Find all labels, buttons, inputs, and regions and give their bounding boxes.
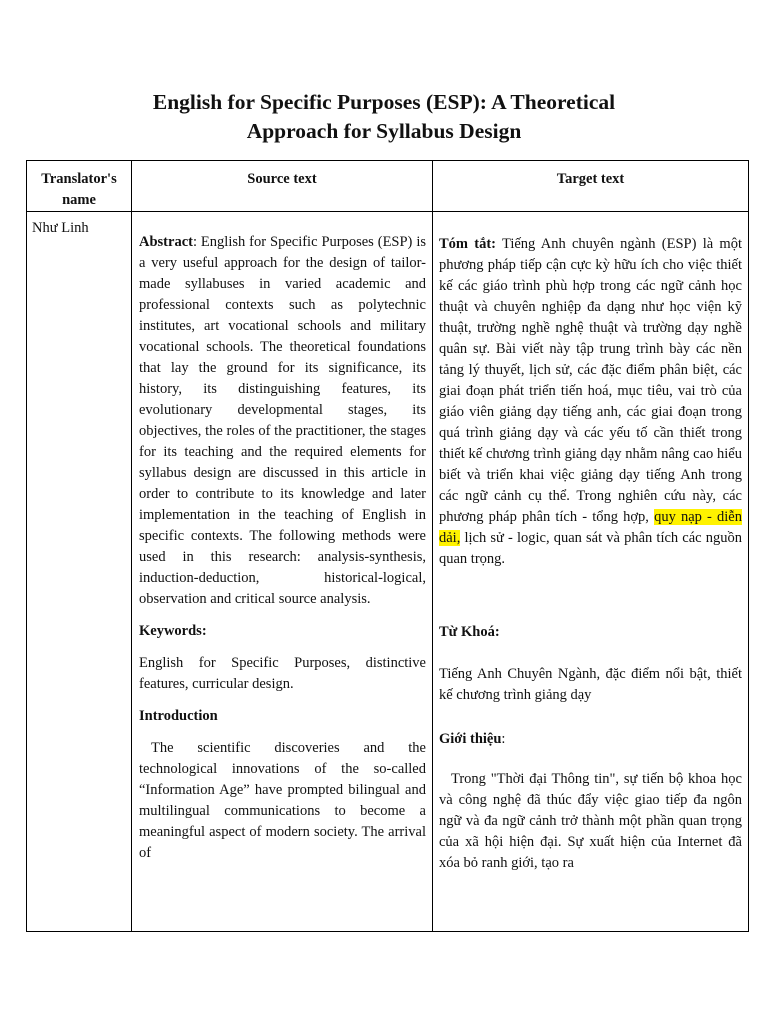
source-intro-label: Introduction	[139, 708, 218, 724]
source-intro-text: The scientific discoveries and the technological innovations of the so-called “Information Age” have prompted bilingual and multilingual communications to become a meaningful aspect of modern society. The arrival of	[139, 740, 426, 861]
table-header-row	[27, 161, 749, 212]
target-intro-text: Trong "Thời đại Thông tin", sự tiến bộ khoa học và công nghệ đã thúc đẩy việc giao tiếp đa ngôn ngữ và đa ngữ cảnh trở thành một phần quan trọng của xã hội hiện đại. Sự xuất hiện của Internet đã xóa bỏ ranh giới, tạo ra	[439, 771, 742, 871]
target-intro	[439, 729, 742, 750]
target-abstract-text-a: Tiếng Anh chuyên ngành (ESP) là một phương pháp tiếp cận cực kỳ hữu ích cho việc thiết kế các giáo trình phù hợp trong các ngữ cảnh học thuật và chuyên nghiệp đa dạng như học viện kỹ thuật, trường nghề nghệ thuật và trường dạy nghề quân sự. Bài viết này tập trung trình bày các nền tảng lý thuyết, lịch sử, các đặc điểm phân biệt, các giai đoạn phát triển tiến hoá, mục tiêu, vai trò của giáo viên giảng dạy tiếng anh, các giai đoạn trong quá trình giảng dạy và các yếu tố cần thiết trong thiết kế chương trình giảng dạy nhằm nâng cao hiểu biết và triển khai việc giảng dạy tiếng Anh trong các ngữ cảnh cụ thể. Trong nghiên cứu này, các phương pháp phân tích - tổng hợp,	[439, 236, 742, 525]
target-keywords-text: Tiếng Anh Chuyên Ngành, đặc điểm nổi bật, thiết kế chương trình giảng dạy	[439, 666, 742, 703]
header-target: Target text	[433, 161, 749, 212]
target-intro-label: Giới thiệu	[439, 731, 502, 747]
translator-name: Như Linh	[27, 212, 132, 932]
translation-table	[26, 160, 749, 932]
source-abstract	[139, 232, 426, 610]
header-translator: Translator's name	[27, 161, 132, 212]
source-abstract-text: : English for Specific Purposes (ESP) is a very useful approach for the design of tailor-made syllabuses in varied academic and professional contexts such as polytechnic institutes, art vocational schools and military vocational schools. The theoretical foundations that lay the ground for its significance, its history, its distinguishing features, its evolutionary developmental stages, its objectives, the roles of the practitioner, the stages for its teaching and the required elements for syllabus design are discussed in this article in order to contribute to its knowledge and later implementation in the teaching of English in specific contexts. The following methods were used in this research: analysis-synthesis, induction-deduction, historical-logical, observation and critical source analysis.	[139, 234, 426, 607]
source-abstract-label: Abstract	[139, 234, 193, 250]
source-text-cell	[132, 212, 433, 932]
document-title	[0, 88, 768, 146]
source-keywords-text: English for Specific Purposes, distinctive features, curricular design.	[139, 655, 426, 692]
source-keywords-label: Keywords:	[139, 623, 207, 639]
target-keywords-label: Từ Khoá:	[439, 624, 500, 640]
title-line-1: English for Specific Purposes (ESP): A Theoretical	[152, 90, 616, 114]
target-abstract	[439, 234, 742, 570]
target-intro-colon: :	[501, 731, 506, 747]
header-source: Source text	[132, 161, 433, 212]
target-highlight: quy nạp - diễn dải,	[439, 509, 742, 546]
target-abstract-text-b: lịch sử - logic, quan sát và phân tích các nguồn quan trọng.	[439, 530, 742, 567]
title-line-2: Approach for Syllabus Design	[246, 119, 522, 143]
target-text-cell	[433, 212, 749, 932]
table-row	[27, 212, 749, 932]
target-abstract-label: Tóm tắt:	[439, 236, 496, 252]
